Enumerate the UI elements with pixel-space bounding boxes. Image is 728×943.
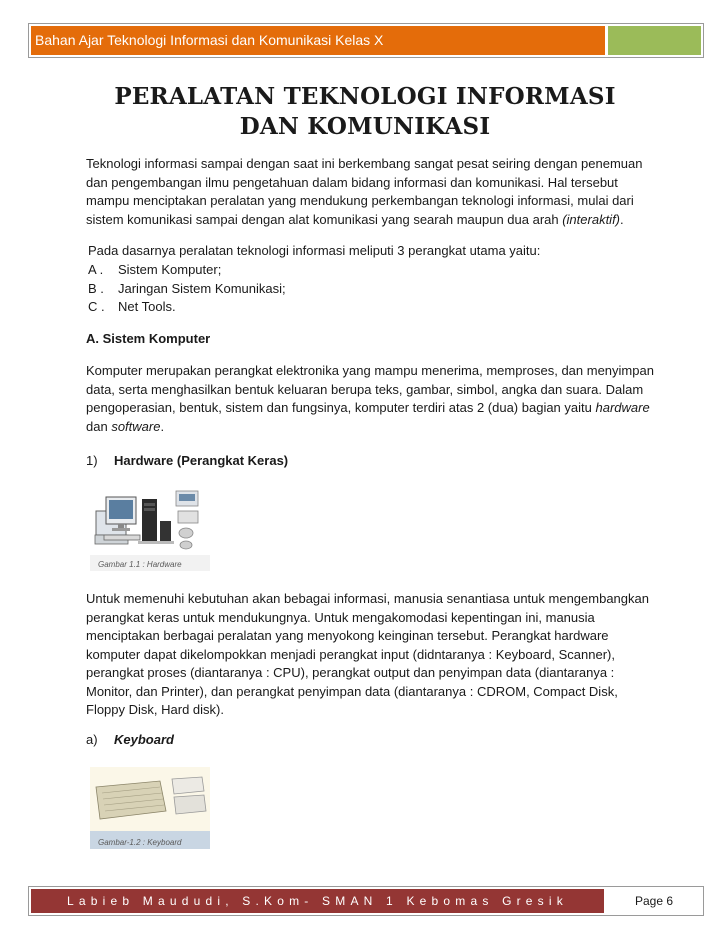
list-item-text: Jaringan Sistem Komunikasi;	[118, 281, 286, 296]
page-footer	[28, 886, 704, 916]
subheading-hardware	[86, 452, 288, 471]
header-title: Bahan Ajar Teknologi Informasi dan Komunikasi Kelas X	[31, 26, 605, 55]
list-item	[88, 280, 286, 299]
keyboard-illustration	[90, 767, 210, 831]
page-title-line2: DAN KOMUNIKASI	[239, 113, 491, 140]
term-hardware: hardware	[595, 400, 650, 415]
list-item-text: Sistem Komputer;	[118, 262, 222, 277]
footer-author: Labieb Maududi, S.Kom- SMAN 1 Kebomas Gresik	[31, 889, 604, 913]
subheading-label: Keyboard	[114, 732, 174, 747]
hardware-paragraph: Untuk memenuhi kebutuhan akan bebagai informasi, manusia senantiasa untuk mengembangkan perangkat keras untuk mendukungnya. Untuk mengakomodasi kepentingan ini, manusia menciptakan berbagai peralatan yang menyokong keinginan tersebut. Perangkat hardware komputer dapat dikelompokkan menjadi perangkat input (didntaranya : Keyboard, Scanner), perangkat proses (diantaranya : CPU), perangkat output dan penyimpan data (diantaranya : Monitor, dan Printer), dan perangkat penyimpan data (diantaranya : CDROM, Compact Disk, Floppy Disk, Hard disk).	[86, 591, 649, 717]
list-lead: Pada dasarnya peralatan teknologi informasi meliputi 3 perangkat utama yaitu:	[88, 243, 541, 258]
hardware-illustration	[90, 485, 210, 555]
subheading-number: a)	[86, 732, 98, 747]
page-title-line1: PERALATAN TEKNOLOGI INFORMASI	[114, 83, 616, 110]
figure-caption: Gambar 1.1 : Hardware	[98, 560, 182, 569]
section-a-paragraph	[86, 362, 656, 436]
page-title	[80, 82, 650, 142]
section-a-text: Komputer merupakan perangkat elektronika yang mampu menerima, memproses, dan menyimpan data, serta menghasilkan bentuk keluaran berupa teks, gambar, simbol, angka dan suara. Dalam pengoperasian, bentuk, sistem dan fungsinya, komputer terdiri atas 2 (dua) bagian yaitu	[86, 363, 654, 415]
list-item-mark: B .	[88, 281, 104, 296]
page-header	[28, 23, 704, 58]
list-item	[88, 298, 176, 317]
header-accent-box	[608, 26, 701, 55]
list-item-text: Net Tools.	[118, 299, 176, 314]
section-heading: A. Sistem Komputer	[86, 331, 211, 346]
subheading-label: Hardware (Perangkat Keras)	[114, 453, 289, 468]
hardware-figure	[90, 485, 210, 571]
figure-caption: Gambar-1.2 : Keyboard	[98, 838, 182, 847]
section-a-mid: dan	[86, 418, 112, 434]
intro-end: .	[620, 211, 624, 227]
page-number: Page 6	[634, 894, 674, 908]
list-item-mark: A .	[88, 262, 104, 277]
intro-text: Teknologi informasi sampai dengan saat ini berkembang sangat pesat seiring dengan penemuan dan pengembangan ilmu pengetahuan dalam bidang informasi dan komunikasi. Hal tersebut mampu menciptakan peralatan yang mendukung perkembangan teknologi informasi, mulai dari sistem komunikasi sampai dengan alat komunikasi yang searah maupun dua arah	[86, 156, 643, 227]
keyboard-figure	[90, 767, 210, 849]
subheading-keyboard	[86, 731, 174, 750]
list-item	[88, 261, 221, 280]
intro-emphasis: (interaktif)	[562, 211, 621, 227]
intro-paragraph	[86, 155, 656, 229]
term-software: software	[111, 418, 161, 434]
section-a-end: .	[160, 418, 165, 434]
list-item-mark: C .	[88, 299, 105, 314]
subheading-number: 1)	[86, 453, 98, 468]
